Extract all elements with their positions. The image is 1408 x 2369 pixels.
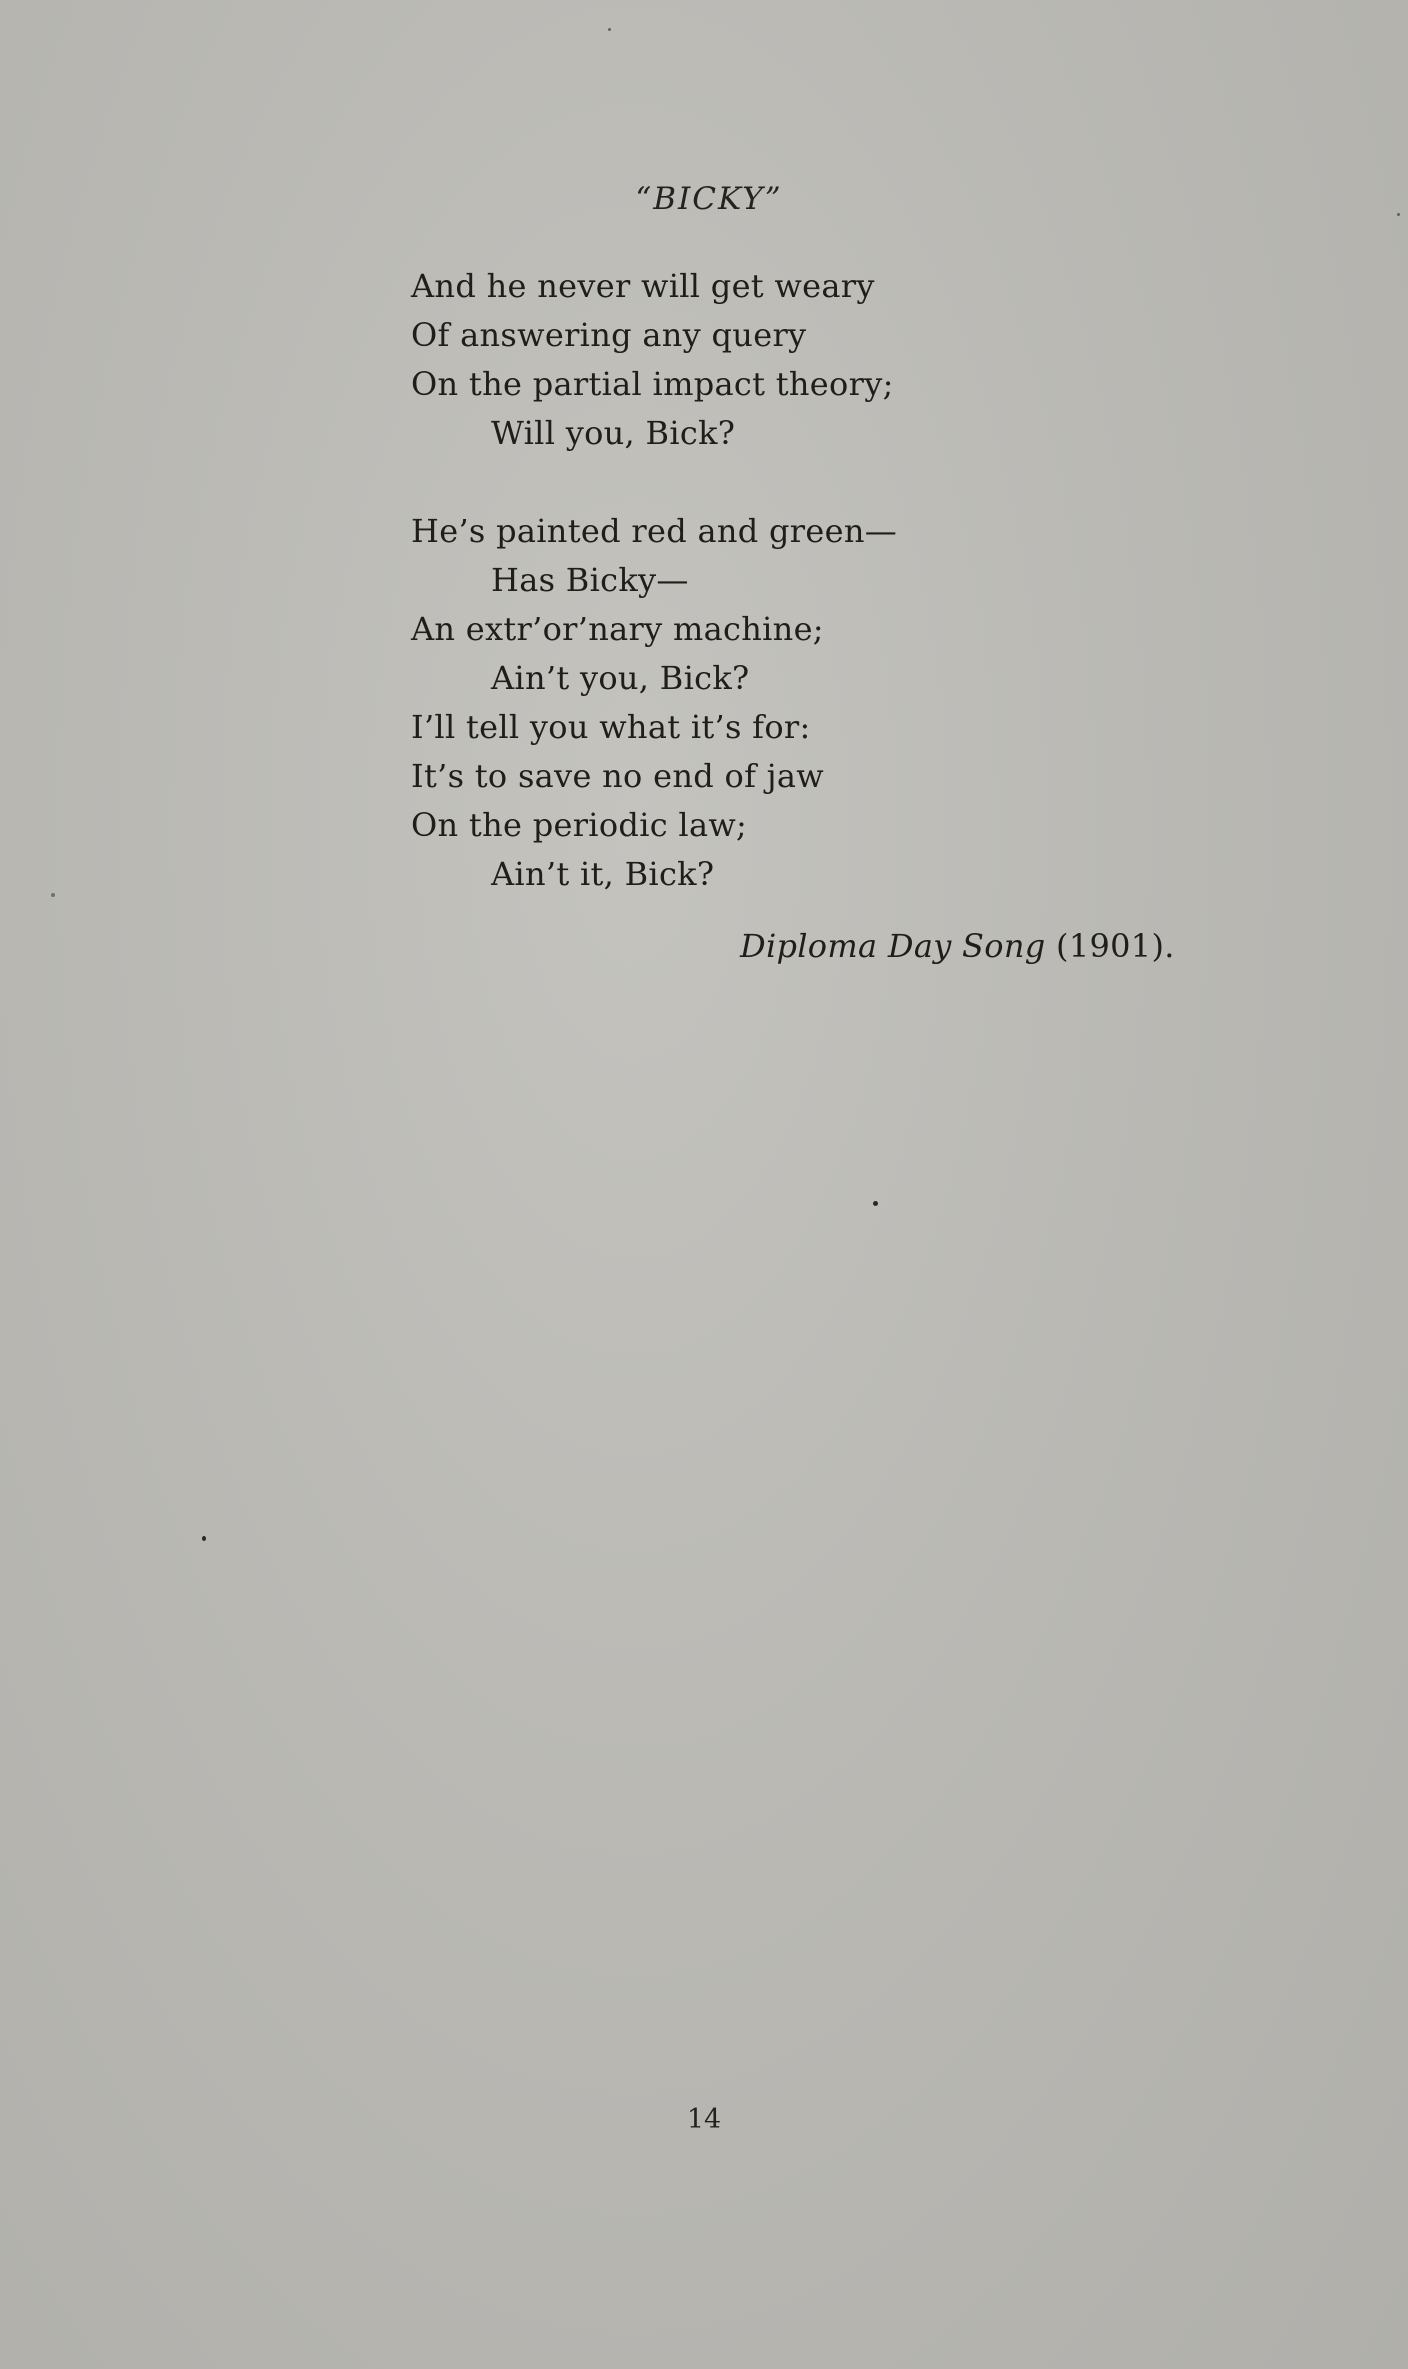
poem-line: An extr’or’nary machine; xyxy=(411,610,824,648)
poem-line: He’s painted red and green— xyxy=(411,512,898,550)
poem-refrain-line: Will you, Bick? xyxy=(491,414,736,452)
page-number: 14 xyxy=(686,2104,722,2135)
paper-speck xyxy=(51,893,55,897)
paper-speck xyxy=(608,28,611,31)
poem-refrain-line: Ain’t you, Bick? xyxy=(491,659,750,697)
poem-line: It’s to save no end of jaw xyxy=(411,757,824,795)
attribution-title: Diploma Day Song xyxy=(740,927,1046,965)
poem-refrain-line: Has Bicky— xyxy=(491,561,689,599)
attribution xyxy=(740,927,1175,965)
stanza-2 xyxy=(411,507,1211,899)
paper-speck xyxy=(1397,213,1400,216)
poem-line: And he never will get weary xyxy=(411,267,875,305)
poem-line: On the partial impact theory; xyxy=(411,365,894,403)
poem-line: On the periodic law; xyxy=(411,806,748,844)
paper-speck xyxy=(202,1536,206,1541)
stanza-1 xyxy=(411,262,1211,458)
poem xyxy=(411,262,1211,899)
running-title: “BICKY” xyxy=(635,181,783,217)
poem-line: Of answering any query xyxy=(411,316,807,354)
poem-line: I’ll tell you what it’s for: xyxy=(411,708,811,746)
paper-speck xyxy=(873,1201,878,1206)
stanza-divider xyxy=(411,458,1211,507)
attribution-year: (1901). xyxy=(1056,927,1175,965)
poem-refrain-line: Ain’t it, Bick? xyxy=(491,855,715,893)
